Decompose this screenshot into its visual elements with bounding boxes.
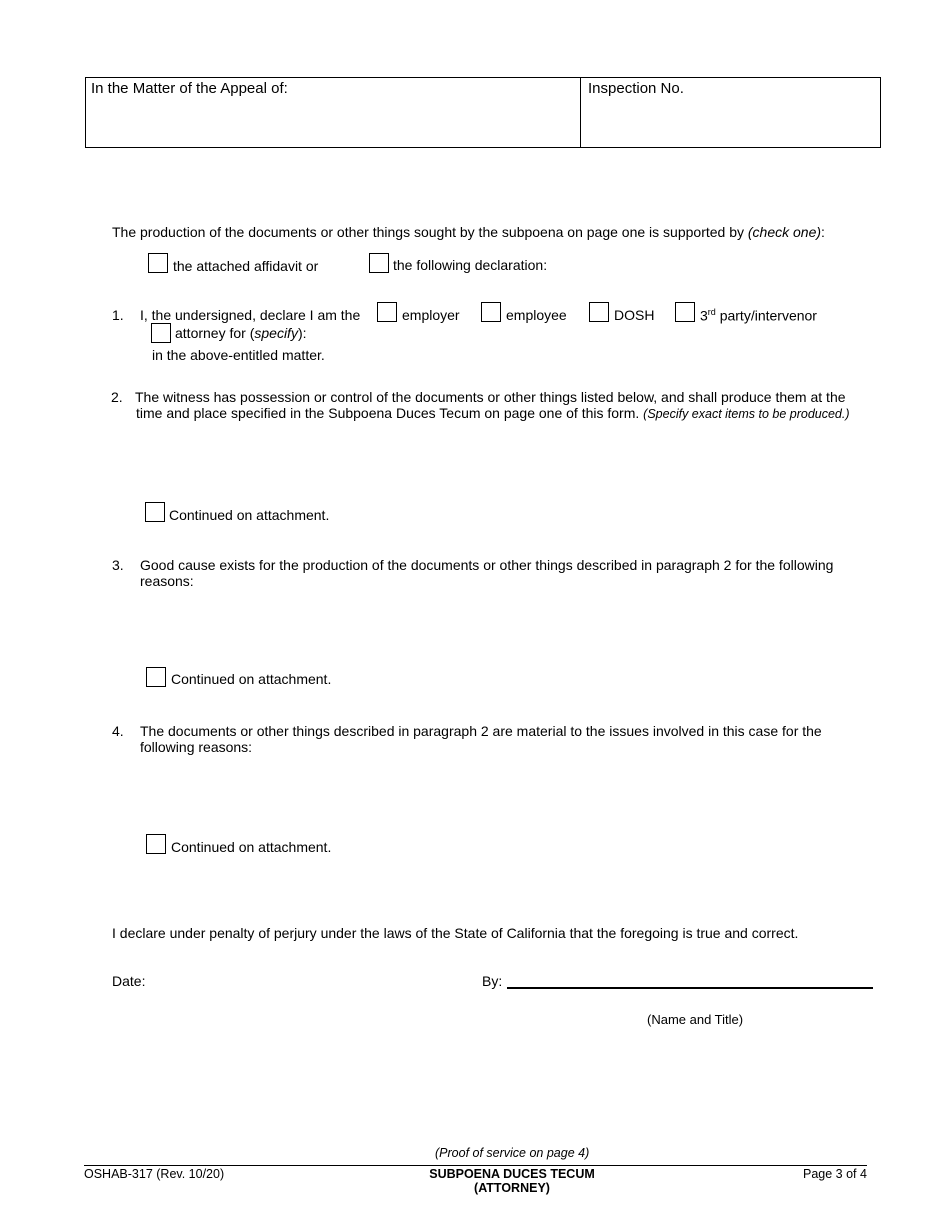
- intro-text: The production of the documents or other things sought by the subpoena on page one is supported by (check one):: [112, 224, 825, 240]
- inspection-label: Inspection No.: [588, 80, 684, 97]
- declaration-checkbox[interactable]: [369, 253, 389, 273]
- item2-continued-label: Continued on attachment.: [169, 507, 330, 523]
- by-label: By:: [482, 973, 503, 989]
- item2-continued-checkbox[interactable]: [145, 502, 165, 522]
- employee-label: employee: [506, 307, 567, 323]
- name-title-label: (Name and Title): [647, 1012, 744, 1027]
- item4-continued-checkbox[interactable]: [146, 834, 166, 854]
- attorney-checkbox[interactable]: [151, 323, 171, 343]
- attorney-label: attorney for (specify):: [175, 325, 307, 341]
- item3-number: 3.: [112, 557, 124, 573]
- matter-line: in the above-entitled matter.: [152, 347, 325, 363]
- matter-label: In the Matter of the Appeal of:: [91, 80, 288, 97]
- case-caption-table: [85, 77, 881, 148]
- item1-number: 1.: [112, 307, 124, 323]
- form-id: OSHAB-317 (Rev. 10/20): [84, 1167, 225, 1181]
- declaration-label: the following declaration:: [393, 257, 548, 273]
- footer-rule: [84, 1165, 867, 1166]
- footer-title-line2: (ATTORNEY): [474, 1181, 550, 1195]
- dosh-label: DOSH: [614, 307, 655, 323]
- footer-title-line1: SUBPOENA DUCES TECUM: [429, 1167, 595, 1181]
- item4-line2: following reasons:: [140, 739, 253, 755]
- item4-number: 4.: [112, 723, 124, 739]
- signature-line[interactable]: [507, 987, 873, 989]
- item3-continued-checkbox[interactable]: [146, 667, 166, 687]
- item1-lead: I, the undersigned, declare I am the: [140, 307, 361, 323]
- item2-line2: time and place specified in the Subpoena Duces Tecum on page one of this form. (Specify exact items to be produced.): [136, 405, 850, 421]
- proof-of-service-note: (Proof of service on page 4): [435, 1146, 590, 1160]
- affidavit-label: the attached affidavit or: [173, 258, 319, 274]
- third-party-checkbox[interactable]: [675, 302, 695, 322]
- employee-checkbox[interactable]: [481, 302, 501, 322]
- employer-checkbox[interactable]: [377, 302, 397, 322]
- page-number: Page 3 of 4: [803, 1167, 867, 1181]
- dosh-checkbox[interactable]: [589, 302, 609, 322]
- item3-continued-label: Continued on attachment.: [171, 671, 332, 687]
- item3-line1: Good cause exists for the production of the documents or other things described in paragraph 2 for the following: [140, 557, 834, 573]
- item2-number: 2.: [111, 389, 123, 405]
- item2-line1: The witness has possession or control of the documents or other things listed below, and shall produce them at the: [135, 389, 846, 405]
- footer-title: [412, 1167, 612, 1195]
- caption-divider: [580, 78, 581, 147]
- employer-label: employer: [402, 307, 460, 323]
- item4-line1: The documents or other things described in paragraph 2 are material to the issues involved in this case for the: [140, 723, 822, 739]
- item4-continued-label: Continued on attachment.: [171, 839, 332, 855]
- perjury-declaration: I declare under penalty of perjury under the laws of the State of California that the foregoing is true and correct.: [112, 925, 799, 941]
- affidavit-checkbox[interactable]: [148, 253, 168, 273]
- third-party-label: 3rd party/intervenor: [700, 307, 817, 324]
- item3-line2: reasons:: [140, 573, 194, 589]
- date-label: Date:: [112, 973, 146, 989]
